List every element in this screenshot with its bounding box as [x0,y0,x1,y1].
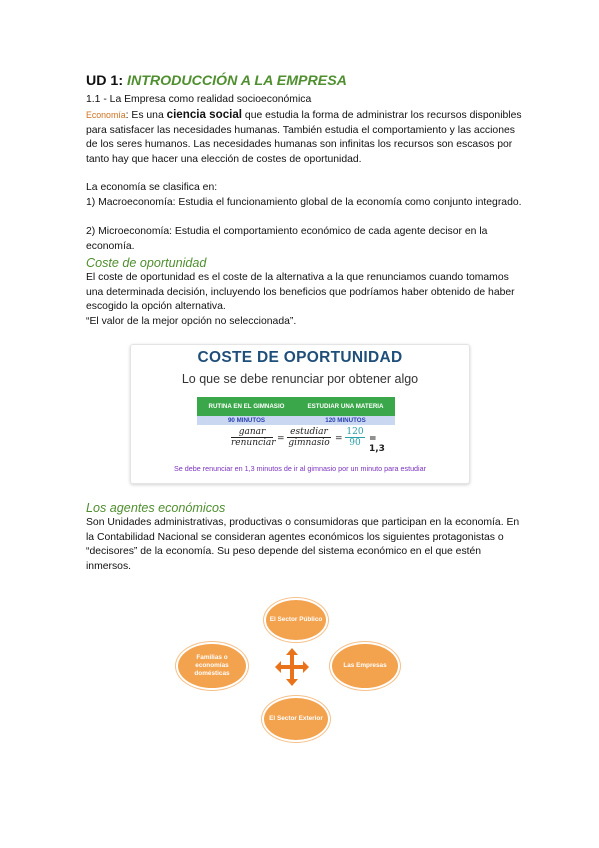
definition-pre: : Es una [125,110,167,121]
section-subtitle: 1.1 - La Empresa como realidad socioeconómica [86,94,312,105]
title-main: INTRODUCCIÓN A LA EMPRESA [127,73,347,89]
coste-heading: Coste de oportunidad [86,256,207,270]
definition-tag: Economía [86,110,126,120]
fraction-numerator: estudiar [287,427,331,438]
figure-title: COSTE DE OPORTUNIDAD [197,349,403,366]
fraction-values [345,427,365,448]
table-header-gym: RUTINA EN EL GIMNASIO [197,397,296,416]
fraction-denominator: gimnasio [288,438,330,448]
table-cell-gym: 90 MINUTOS [197,416,296,425]
node-empresas [330,642,400,690]
four-way-arrow-icon [275,648,309,686]
opportunity-cost-figure [130,344,470,484]
fraction-ganar-renunciar [231,427,276,448]
definition-strong: ciencia social [166,108,243,121]
coste-quote: “El valor de la mejor opción no seleccionada”. [86,316,297,327]
classification-line: La economía se clasifica en: [86,182,218,193]
fraction-numerator: 120 [346,427,364,437]
node-label: Las Empresas [343,662,387,669]
definition-rest: que estudia la forma de administrar los recursos disponibles para satisfacer las necesidades humanas. También estudia el comportamiento y las acciones de los seres humanos. Las necesidades humanas son infinitas los recursos son escasos por tanto hay que hacer una elección de costes de oportunidad. [86,110,522,165]
node-sector-exterior [262,696,330,742]
fraction-denominator: 90 [349,438,361,448]
table-header-study: ESTUDIAR UNA MATERIA [296,397,395,416]
fraction-denominator: renunciar [231,438,276,448]
figure-note: Se debe renunciar en 1,3 minutos de ir al gimnasio por un minuto para estudiar [173,464,427,473]
agentes-paragraph: Son Unidades administrativas, productivas o consumidoras que participan en la economía. En la Contabilidad Nacional se consideran agentes económicos los siguientes protagonistas o “decisores” de la economía. Su peso depende del sistema económico en el que estén inmersos. [86,517,520,572]
equals-sign: = [335,434,343,444]
agentes-heading: Los agentes económicos [86,501,226,515]
equals-sign: = [277,434,285,444]
node-label: El Sector Público [269,616,323,623]
formula-result: = 1,3 [369,434,385,454]
node-familias [176,642,248,690]
figure-subtitle: Lo que se debe renunciar por obtener algo [181,372,419,386]
fraction-estudiar-gimnasio [287,427,331,448]
node-label: El Sector Exterior [269,715,323,722]
node-sector-publico [264,598,328,642]
fraction-numerator: ganar [231,427,273,438]
comparison-table [197,397,395,425]
micro-item: 2) Microeconomía: Estudia el comportamiento económico de cada agente decisor en la economía. [86,226,488,252]
title-prefix: UD 1: [86,73,127,89]
node-label: Familias o economías domésticas [194,654,230,677]
coste-paragraph: El coste de oportunidad es el coste de la alternativa a la que renunciamos cuando tomamos una determinada decisión, incluyendo los beneficios que podríamos haber obtenido de haber escogido la opción alternativa. [86,272,515,313]
page-title [86,72,522,90]
economy-definition [86,108,522,167]
macro-item: 1) Macroeconomía: Estudia el funcionamiento global de la economía como conjunto integrado. [86,197,522,208]
formula [231,427,391,459]
table-cell-study: 120 MINUTOS [296,416,395,425]
